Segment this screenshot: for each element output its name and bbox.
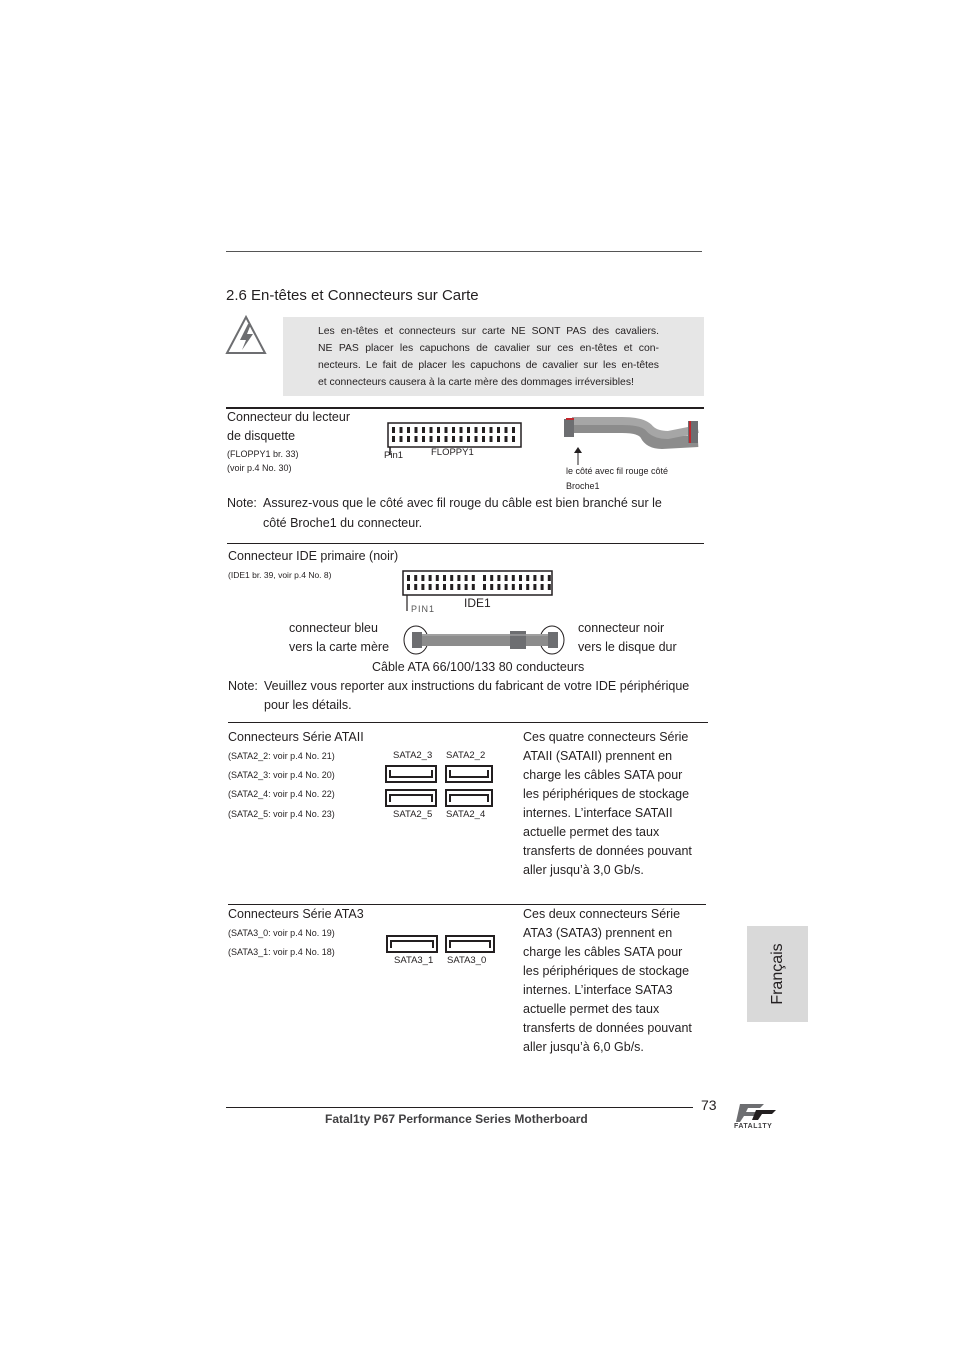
connector-pin xyxy=(430,436,433,442)
language-tab-label: Français xyxy=(768,943,786,1005)
sata2-rule xyxy=(228,722,708,723)
connector-pin xyxy=(519,584,522,590)
sata2-port-label: SATA2_4 xyxy=(446,809,486,820)
warning-line: Les en-têtes et connecteurs sur carte NE SONT PAS des cavaliers. xyxy=(318,326,659,337)
connector-pin xyxy=(436,584,439,590)
floppy-cable-image xyxy=(562,415,702,451)
connector-pin xyxy=(407,575,410,581)
sata3-desc-line: ATA3 (SATA3) prennent en xyxy=(523,926,673,940)
connector-pin xyxy=(400,427,403,433)
arrow-up-icon xyxy=(573,447,583,465)
ide-rule xyxy=(227,543,704,544)
connector-pin xyxy=(483,584,486,590)
connector-pin xyxy=(467,427,470,433)
sata3-desc-line: les périphériques de stockage xyxy=(523,964,690,978)
floppy-ref: (FLOPPY1 br. 33) xyxy=(227,449,299,459)
connector-pin xyxy=(429,584,432,590)
ide-connector-label: IDE1 xyxy=(464,596,491,610)
ide-pin-label: PIN1 xyxy=(411,604,436,614)
connector-pin xyxy=(400,436,403,442)
sata2-port-label: SATA2_2 xyxy=(446,750,486,761)
sata2-desc-line: aller jusqu’à 3,0 Gb/s. xyxy=(523,863,644,877)
connector-pin xyxy=(490,436,493,442)
sata2-title: Connecteurs Série ATAII xyxy=(228,730,364,744)
connector-pin xyxy=(490,575,493,581)
connector-pin xyxy=(497,436,500,442)
connector-pin xyxy=(407,436,410,442)
sata2-desc-line: ATAII (SATAII) prennent en xyxy=(523,749,673,763)
warning-line: NE PAS placer les capuchons de cavalier sur ces en-têtes et con- xyxy=(318,343,659,354)
sata3-desc-line: Ces deux connecteurs Série xyxy=(523,907,681,921)
ide-note-2: pour les détails. xyxy=(264,698,352,712)
warning-box xyxy=(283,317,704,396)
sata2-description xyxy=(523,728,708,880)
connector-pin xyxy=(460,427,463,433)
connector-pin xyxy=(472,584,475,590)
sata2-ref: (SATA2_3: voir p.4 No. 20) xyxy=(228,770,335,780)
connector-pin xyxy=(465,584,468,590)
warning-line: necteurs. Le fait de placer les capuchons de cavalier sur les en-têtes xyxy=(318,360,659,371)
sata-port-icon xyxy=(386,935,438,953)
ide-ref: (IDE1 br. 39, voir p.4 No. 8) xyxy=(228,570,332,580)
language-tab xyxy=(747,926,808,1022)
ide-cable-caption: Câble ATA 66/100/133 80 conducteurs xyxy=(372,660,585,674)
connector-pin xyxy=(422,436,425,442)
connector-pin xyxy=(541,575,544,581)
connector-pin xyxy=(443,584,446,590)
connector-pin xyxy=(512,427,515,433)
sata3-description xyxy=(523,905,708,1057)
sata2-ref: (SATA2_5: voir p.4 No. 23) xyxy=(228,809,335,819)
sata-port-icon xyxy=(385,765,437,783)
connector-pin xyxy=(505,584,508,590)
floppy-note-prefix: Note: xyxy=(227,496,257,510)
floppy-note-2: côté Broche1 du connecteur. xyxy=(263,516,423,530)
warning-line: et connecteurs causera à la carte mère des dommages irréversibles! xyxy=(318,377,634,388)
section-title: 2.6 En-têtes et Connecteurs sur Carte xyxy=(226,287,479,304)
connector-pin xyxy=(392,436,395,442)
connector-pin xyxy=(512,584,515,590)
connector-pin xyxy=(421,575,424,581)
logo-text: FATAL1TY xyxy=(734,1123,773,1130)
floppy-title: Connecteur du lecteur xyxy=(227,410,350,424)
header-rule xyxy=(226,251,702,252)
sata2-ref: (SATA2_4: voir p.4 No. 22) xyxy=(228,789,335,799)
connector-pin xyxy=(465,575,468,581)
connector-pin xyxy=(533,584,536,590)
connector-pin xyxy=(429,575,432,581)
connector-pin xyxy=(483,575,486,581)
sata2-desc-line: les périphériques de stockage xyxy=(523,787,690,801)
connector-pin xyxy=(526,584,529,590)
floppy-ref-2: (voir p.4 No. 30) xyxy=(227,463,292,473)
sata3-ref: (SATA3_0: voir p.4 No. 19) xyxy=(228,928,335,938)
connector-pin xyxy=(407,584,410,590)
connector-pin xyxy=(512,436,515,442)
connector-pin xyxy=(457,575,460,581)
sata-port-icon xyxy=(445,789,493,807)
floppy-note: Assurez-vous que le côté avec fil rouge du câble est bien branché sur le xyxy=(263,496,662,510)
ide-right-label-2: vers le disque dur xyxy=(578,640,677,654)
connector-pin xyxy=(482,436,485,442)
connector-pin xyxy=(392,427,395,433)
fatal1ty-logo xyxy=(734,1100,782,1136)
sata2-ref: (SATA2_2: voir p.4 No. 21) xyxy=(228,751,335,761)
connector-pin xyxy=(497,427,500,433)
sata-port-icon xyxy=(445,935,495,953)
connector-pin xyxy=(450,584,453,590)
connector-pin xyxy=(482,427,485,433)
connector-pin xyxy=(415,427,418,433)
sata3-port-label: SATA3_0 xyxy=(447,955,487,966)
ide-note: Veuillez vous reporter aux instructions du fabricant de votre IDE périphérique xyxy=(264,679,690,693)
connector-pin xyxy=(414,575,417,581)
footer-rule xyxy=(226,1107,693,1108)
sata3-desc-line: internes. L’interface SATA3 xyxy=(523,983,673,997)
connector-pin xyxy=(452,427,455,433)
sata2-port-label: SATA2_3 xyxy=(393,750,433,761)
connector-pin xyxy=(436,575,439,581)
sata3-desc-line: actuelle permet des taux xyxy=(523,1002,660,1016)
connector-pin xyxy=(490,584,493,590)
sata2-desc-line: Ces quatre connecteurs Série xyxy=(523,730,689,744)
connector-pin xyxy=(422,427,425,433)
sata3-title: Connecteurs Série ATA3 xyxy=(228,907,364,921)
connector-pin xyxy=(519,575,522,581)
floppy-connector-label: FLOPPY1 xyxy=(431,447,474,458)
connector-pin xyxy=(421,584,424,590)
sata2-desc-line: actuelle permet des taux xyxy=(523,825,660,839)
sata3-port-label: SATA3_1 xyxy=(394,955,434,966)
connector-pin xyxy=(475,427,478,433)
connector-pin xyxy=(460,436,463,442)
connector-pin xyxy=(497,584,500,590)
floppy-cable-caption-2: Broche1 xyxy=(566,481,600,491)
connector-pin xyxy=(445,436,448,442)
ide-cable-image xyxy=(402,622,568,658)
connector-pin xyxy=(472,575,475,581)
sata-port-icon xyxy=(445,765,493,783)
floppy-pin-label: Pin1 xyxy=(384,450,404,461)
connector-pin xyxy=(505,436,508,442)
connector-pin xyxy=(533,575,536,581)
sata3-desc-line: aller jusqu’à 6,0 Gb/s. xyxy=(523,1040,644,1054)
warning-icon xyxy=(225,314,267,356)
connector-pin xyxy=(437,427,440,433)
connector-pin xyxy=(415,436,418,442)
floppy-cable-caption: le côté avec fil rouge côté xyxy=(566,466,669,476)
connector-pin xyxy=(512,575,515,581)
ide-right-label: connecteur noir xyxy=(578,621,665,635)
connector-pin xyxy=(450,575,453,581)
connector-pin xyxy=(437,436,440,442)
sata-port-icon xyxy=(385,789,437,807)
ide-note-prefix: Note: xyxy=(228,679,258,693)
connector-pin xyxy=(548,575,551,581)
sata2-desc-line: transferts de données pouvant xyxy=(523,844,692,858)
connector-pin xyxy=(505,575,508,581)
connector-pin xyxy=(541,584,544,590)
sata2-port-label: SATA2_5 xyxy=(393,809,433,820)
connector-pin xyxy=(443,575,446,581)
ide-title: Connecteur IDE primaire (noir) xyxy=(228,549,399,563)
sata3-desc-line: transferts de données pouvant xyxy=(523,1021,692,1035)
page-number: 73 xyxy=(701,1097,717,1113)
sata3-desc-line: charge les câbles SATA pour xyxy=(523,945,683,959)
connector-pin xyxy=(457,584,460,590)
connector-pin xyxy=(467,436,470,442)
connector-pin xyxy=(475,436,478,442)
sata3-ref: (SATA3_1: voir p.4 No. 18) xyxy=(228,947,335,957)
connector-pin xyxy=(430,427,433,433)
connector-pin xyxy=(505,427,508,433)
sata2-desc-line: internes. L’interface SATAII xyxy=(523,806,673,820)
connector-pin xyxy=(497,575,500,581)
sata2-desc-line: charge les câbles SATA pour xyxy=(523,768,683,782)
connector-pin xyxy=(490,427,493,433)
ide-left-label: connecteur bleu xyxy=(289,621,378,635)
connector-pin xyxy=(414,584,417,590)
floppy-title-2: de disquette xyxy=(227,429,296,443)
connector-pin xyxy=(548,584,551,590)
ide-left-label-2: vers la carte mère xyxy=(289,640,390,654)
connector-pin xyxy=(526,575,529,581)
footer-product: Fatal1ty P67 Performance Series Motherboard xyxy=(325,1112,588,1126)
connector-pin xyxy=(407,427,410,433)
connector-pin xyxy=(445,427,448,433)
connector-pin xyxy=(452,436,455,442)
